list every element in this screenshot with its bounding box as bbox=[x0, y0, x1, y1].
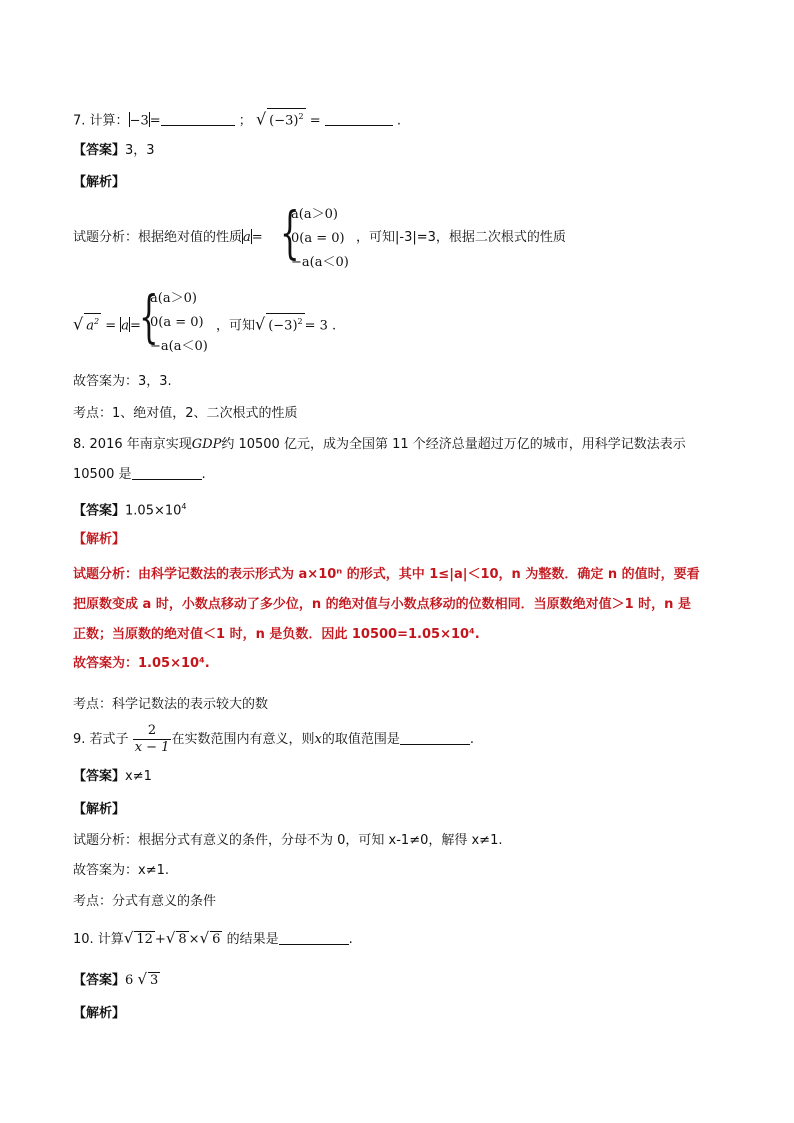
topic: 考点：分式有意义的条件 bbox=[73, 894, 217, 909]
sqrt-icon: √ bbox=[199, 929, 210, 947]
question-prefix: 计算： bbox=[89, 113, 129, 129]
conclusion: 故答案为：3，3. bbox=[73, 374, 172, 389]
analysis-label: 【解析】 bbox=[73, 175, 126, 190]
conclusion: 故答案为：1.05×10⁴. bbox=[73, 656, 210, 671]
case-1: a(a＞0) bbox=[291, 207, 338, 222]
analysis-line-1: 试题分析：根据分式有意义的条件，分母不为 0，可知 x-1≠0，解得 x≠1. bbox=[73, 833, 503, 848]
question-number: 7. bbox=[73, 113, 86, 129]
answer-blank bbox=[161, 113, 235, 126]
analysis-line-1: 试题分析：由科学记数法的表示形式为 a×10ⁿ 的形式，其中 1≤|a|＜10，n 为整数．确定 n 的值时，要看 bbox=[73, 567, 700, 582]
case-1: a(a＞0) bbox=[150, 291, 197, 306]
analysis-line-1: 试题分析：根据绝对值的性质a= bbox=[73, 230, 263, 245]
answer-label: 【答案】 bbox=[73, 143, 126, 158]
end-period: . bbox=[396, 113, 402, 129]
analysis-label: 【解析】 bbox=[73, 802, 126, 817]
sqrt-icon: √ bbox=[73, 314, 84, 334]
conclusion: 故答案为：x≠1. bbox=[73, 863, 169, 878]
answer-blank bbox=[400, 732, 470, 745]
sqrt-icon: √ bbox=[255, 109, 267, 129]
case-3: −a(a＜0) bbox=[150, 339, 208, 354]
answer-value: 3，3 bbox=[125, 143, 155, 158]
analysis-line-2-end: ，可知√ $(-3)^2 = 3$ . bbox=[216, 314, 337, 334]
answer-line: 【答案】6 √ 3 bbox=[73, 970, 159, 988]
analysis-line-2: √ $a^2 = a=$ bbox=[73, 314, 141, 334]
analysis-label: 【解析】 bbox=[73, 1006, 126, 1021]
left-brace-icon: { bbox=[139, 285, 159, 350]
sqrt-icon: √ bbox=[165, 929, 176, 947]
topic: 考点：科学记数法的表示较大的数 bbox=[73, 697, 269, 712]
answer-line bbox=[73, 142, 155, 160]
abs-expression: −3 bbox=[129, 113, 149, 129]
gdp-text: GDP bbox=[191, 437, 222, 452]
question-7: 7. 计算：−3= ； √ $(-3)^2$ = . bbox=[73, 109, 402, 129]
separator: ； bbox=[238, 113, 252, 129]
answer-line: 【答案】$1.05\times 10^4$ bbox=[73, 502, 187, 519]
analysis-line-3: 正数；当原数的绝对值＜1 时，n 是负数．因此 10500=1.05×10⁴. bbox=[73, 627, 480, 642]
analysis-label: 【解析】 bbox=[73, 532, 126, 547]
question-8-line-1: 8. 2016 年南京实现GDP约 10500 亿元，成为全国第 11 个经济总量超过万亿的城市，用科学记数法表示 bbox=[73, 437, 686, 452]
sqrt-icon: √ bbox=[137, 970, 147, 988]
question-9: 9. 若式子 $\frac{2}{x - 1}$ 在实数范围内有意义，则x的取值范围是 . bbox=[73, 723, 474, 755]
answer-blank bbox=[132, 467, 202, 480]
analysis-line-1-end: ，可知|-3|=3，根据二次根式的性质 bbox=[356, 230, 566, 245]
sqrt-icon: √ bbox=[123, 929, 134, 947]
fraction: $\frac{2}{x - 1}$ bbox=[134, 723, 170, 755]
answer-blank bbox=[279, 932, 349, 945]
analysis-line-2: 把原数变成 a 时，小数点移动了多少位，n 的绝对值与小数点移动的位数相同．当原数绝对值＞1 时，n 是 bbox=[73, 597, 691, 612]
topic: 考点：1、绝对值，2、二次根式的性质 bbox=[73, 406, 298, 421]
answer-line: 【答案】x≠1 bbox=[73, 769, 152, 784]
question-10: 10. 计算√ 12 +√ 8 ×√ 6 的结果是 . bbox=[73, 929, 353, 947]
left-brace-icon: { bbox=[280, 201, 300, 266]
case-2: 0(a = 0) bbox=[150, 315, 204, 330]
sqrt-expression: $(-3)^2$ bbox=[267, 108, 305, 128]
answer-blank bbox=[325, 113, 393, 126]
case-3: −a(a＜0) bbox=[291, 255, 349, 270]
case-2: 0(a = 0) bbox=[291, 231, 345, 246]
question-8-line-2: 10500 是 . bbox=[73, 467, 206, 482]
equals: = bbox=[149, 113, 161, 129]
